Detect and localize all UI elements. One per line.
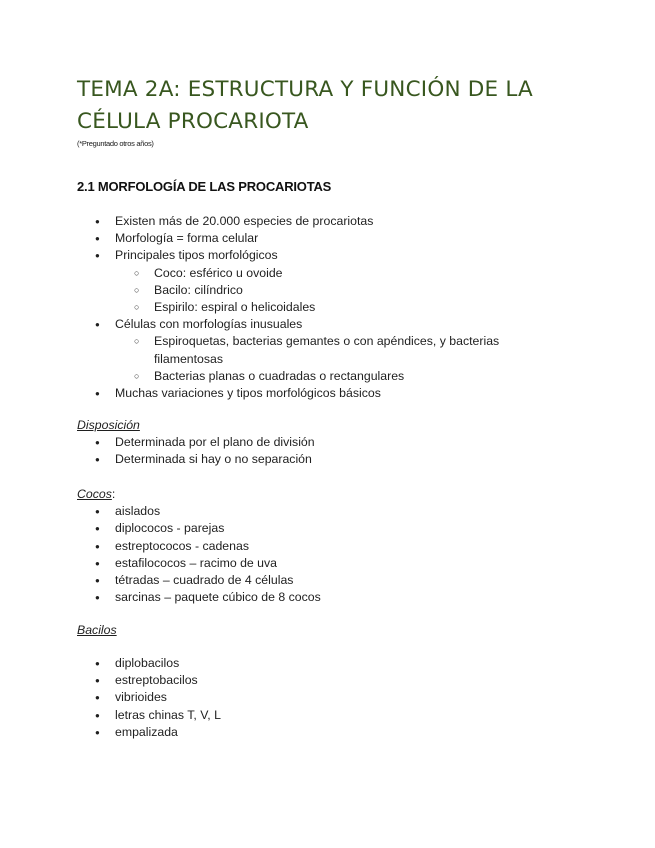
sub-list-item: ○ Espirilo: espiral o helicoidales	[77, 299, 577, 316]
list-item: ● Existen más de 20.000 especies de procariotas	[77, 213, 577, 230]
list-item: ● vibrioides	[77, 689, 577, 706]
list-item: ● Principales tipos morfológicos	[77, 247, 577, 264]
document-title	[77, 74, 597, 138]
cocos-list	[77, 503, 577, 606]
list-item: ● letras chinas T, V, L	[77, 707, 577, 724]
bacilos-list	[77, 655, 577, 741]
sub-list-item: ○ Bacilo: cilíndrico	[77, 282, 577, 299]
sub-list-item: ○ Espiroquetas, bacterias gemantes o con apéndices, y bacterias filamentosas	[77, 333, 534, 367]
list-item: ● Muchas variaciones y tipos morfológicos básicos	[77, 385, 577, 402]
morfologia-block	[77, 213, 577, 402]
sub-list-item: ○ Coco: esférico u ovoide	[77, 265, 577, 282]
disposicion-list	[77, 434, 577, 468]
list-item: ● diplococos - parejas	[77, 520, 577, 537]
section-heading: 2.1 MORFOLOGÍA DE LAS PROCARIOTAS	[77, 179, 332, 194]
cocos-heading: Cocos	[77, 487, 112, 501]
list-item: ● sarcinas – paquete cúbico de 8 cocos	[77, 589, 577, 606]
disposicion-heading: Disposición	[77, 418, 140, 432]
list-item: ● tétradas – cuadrado de 4 células	[77, 572, 577, 589]
list-item: ● Células con morfologías inusuales	[77, 316, 577, 333]
bacilos-block	[77, 622, 577, 639]
disposicion-block	[77, 417, 577, 469]
title-line-2: CÉLULA PROCARIOTA	[77, 109, 309, 134]
list-item: ● Determinada si hay o no separación	[77, 451, 577, 468]
list-item: ● diplobacilos	[77, 655, 577, 672]
list-item: ● estreptobacilos	[77, 672, 577, 689]
list-item: ● aislados	[77, 503, 577, 520]
cocos-heading-colon: :	[111, 487, 116, 501]
bacilos-heading: Bacilos	[77, 623, 117, 637]
morfologia-list	[77, 213, 577, 402]
note-asked-previous-years: (*Preguntado otros años)	[77, 139, 154, 148]
cocos-heading-row	[77, 486, 577, 503]
list-item: ● empalizada	[77, 724, 577, 741]
list-item: ● estafilococos – racimo de uva	[77, 555, 577, 572]
list-item: ● Determinada por el plano de división	[77, 434, 577, 451]
list-item: ● Morfología = forma celular	[77, 230, 577, 247]
sub-list-item: ○ Bacterias planas o cuadradas o rectangulares	[77, 368, 577, 385]
title-line-1: TEMA 2A: ESTRUCTURA Y FUNCIÓN DE LA	[77, 77, 533, 102]
bacilos-list-block	[77, 655, 577, 741]
cocos-block	[77, 486, 577, 606]
list-item: ● estreptococos - cadenas	[77, 538, 577, 555]
